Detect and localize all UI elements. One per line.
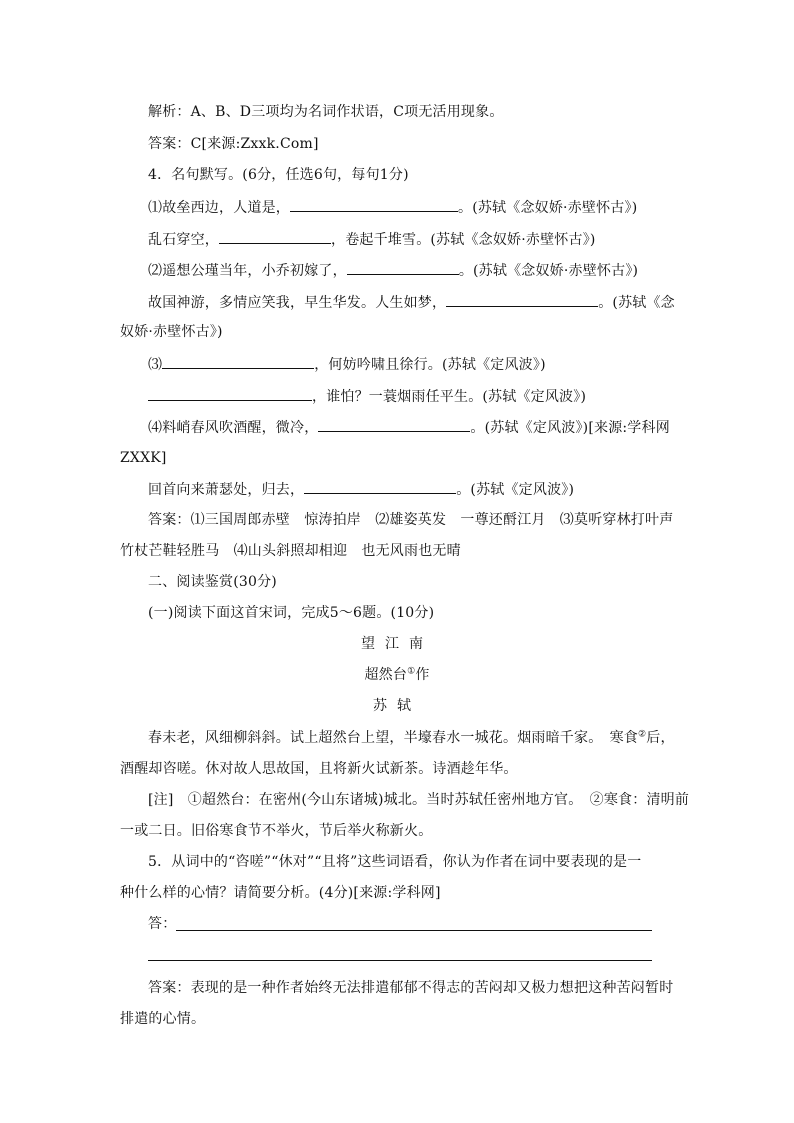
fill-in-source: 。(苏轼《定风波》) <box>456 482 575 498</box>
fill-in-line-7 <box>148 417 670 438</box>
poem-subtitle-text: 超然台 <box>364 667 408 683</box>
answer-q4-line-1: 答案：⑴三国周郎赤壁 惊涛拍岸 ⑵雄姿英发 一尊还酹江月 ⑶莫听穿林打叶声 <box>148 512 674 528</box>
fill-in-source: 。(苏轼《念奴娇·赤壁怀古》) <box>458 200 638 216</box>
blank-line <box>162 354 314 369</box>
answer-q5-line-2: 排遣的心情。 <box>120 1011 206 1027</box>
question-5-line-2: 种什么样的心情？请简要分析。(4分)[来源:学科网] <box>120 885 441 901</box>
fill-in-source: 。(苏轼《念 <box>598 295 675 311</box>
fill-in-line-4 <box>148 292 675 313</box>
question-5-line-1: 5．从词中的“咨嗟”“休对”“且将”这些词语看，你认为作者在词中要表现的是一 <box>148 854 642 870</box>
explanation-line: 解析：A、B、D三项均为名词作状语，C项无活用现象。 <box>148 104 504 120</box>
poem-note-line-1: [注] ①超然台：在密州(今山东诸城)城北。当时苏轼任密州地方官。 ②寒食：清明前 <box>148 792 690 808</box>
poem-subtitle-text: 作 <box>415 667 430 683</box>
fill-in-line-8 <box>148 479 574 500</box>
blank-line <box>446 292 598 307</box>
poem-body-line-2: 酒醒却咨嗟。休对故人思故国，且将新火试新茶。诗酒趁年华。 <box>120 761 518 777</box>
fill-in-text: 回首向来萧瑟处，归去， <box>148 482 305 498</box>
fill-in-line-2 <box>148 229 596 250</box>
poem-text: 春未老，风细柳斜斜。试上超然台上望，半壕春水一城花。烟雨暗千家。 寒食 <box>148 730 638 746</box>
blank-line <box>290 197 458 212</box>
fill-in-text: 乱石穿空， <box>148 232 219 248</box>
poem-subtitle <box>0 665 794 685</box>
fill-in-line-5 <box>148 354 546 375</box>
poem-text: 后， <box>646 730 675 746</box>
blank-line <box>148 386 312 401</box>
blank-line <box>318 417 470 432</box>
poem-note-line-2: 一或二日。旧俗寒食节不举火，节后举火称新火。 <box>120 823 433 839</box>
answer-blank-line-2[interactable] <box>148 960 652 961</box>
fill-in-text: ⑴故垒西边，人道是， <box>148 200 290 216</box>
poem-author: 苏轼 <box>373 698 421 714</box>
fill-in-source: 。(苏轼《定风波》)[来源:学科网 <box>470 420 670 436</box>
blank-line <box>347 260 459 275</box>
footnote-mark: ① <box>407 666 416 677</box>
fill-in-line-7-cont: ZXXK] <box>120 450 167 466</box>
answer-line-q3: 答案：C[来源:Zxxk.Com] <box>148 136 319 152</box>
fill-in-line-1 <box>148 197 637 218</box>
poem-body-line-1 <box>148 728 675 748</box>
section-heading: 二、阅读鉴赏(30分) <box>148 574 277 590</box>
fill-in-text: ⑶ <box>148 357 163 373</box>
fill-in-line-4-cont: 奴娇·赤壁怀古》) <box>120 324 223 340</box>
blank-line <box>219 229 331 244</box>
answer-prompt: 答： <box>148 916 177 932</box>
fill-in-source: ，何妨吟啸且徐行。(苏轼《定风波》) <box>314 357 546 373</box>
answer-blank-line-1[interactable] <box>176 930 652 931</box>
poem-title: 望江南 <box>361 636 433 652</box>
fill-in-line-3 <box>148 260 638 281</box>
answer-q5-line-1: 答案：表现的是一种作者始终无法排遣郁郁不得志的苦闷却又极力想把这种苦闷暂时 <box>148 980 674 996</box>
question-4-heading: 4．名句默写。(6分，任选6句，每句1分) <box>148 167 409 183</box>
reading-instruction: (一)阅读下面这首宋词，完成5～6题。(10分) <box>148 605 435 621</box>
footnote-mark: ② <box>638 729 647 740</box>
fill-in-text: ⑷料峭春风吹酒醒，微冷， <box>148 420 319 436</box>
fill-in-line-6 <box>148 386 586 407</box>
fill-in-text: ⑵遥想公瑾当年，小乔初嫁了， <box>148 263 347 279</box>
fill-in-text: 故国神游，多情应笑我，早生华发。人生如梦， <box>148 295 447 311</box>
fill-in-source: ，谁怕？一蓑烟雨任平生。(苏轼《定风波》) <box>312 389 587 405</box>
answer-q4-line-2: 竹杖芒鞋轻胜马 ⑷山头斜照却相迎 也无风雨也无晴 <box>120 543 461 559</box>
blank-line <box>304 479 456 494</box>
fill-in-source: 。(苏轼《念奴娇·赤壁怀古》) <box>458 263 639 279</box>
fill-in-source: ，卷起千堆雪。(苏轼《念奴娇·赤壁怀古》) <box>331 232 596 248</box>
